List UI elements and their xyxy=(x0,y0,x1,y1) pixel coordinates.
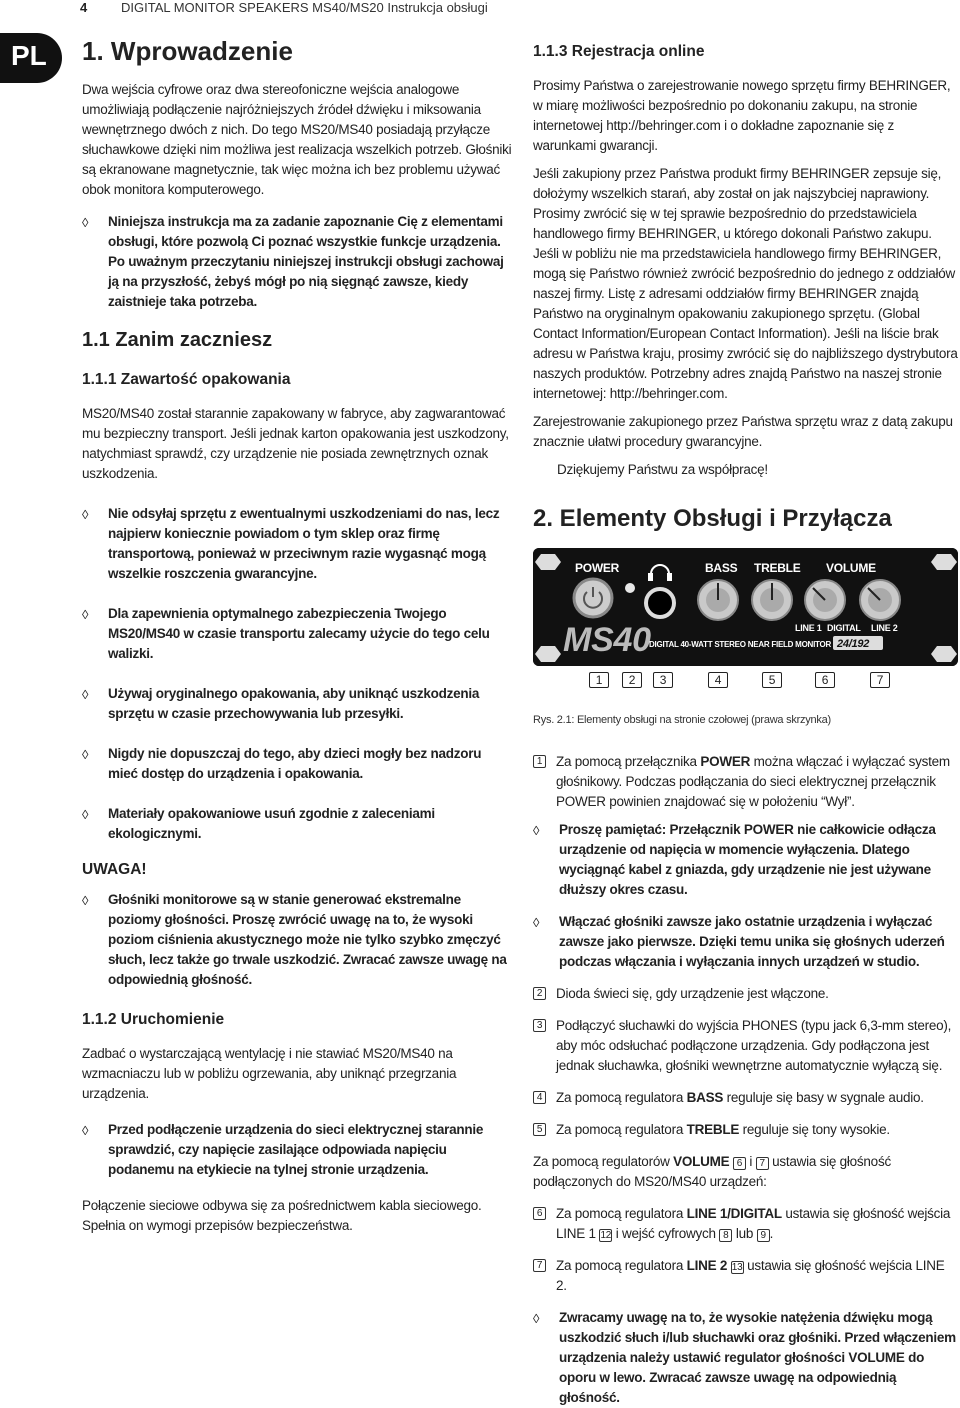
diamond-icon: ◊ xyxy=(533,915,540,930)
front-panel-illustration xyxy=(533,548,958,666)
treble-label: TREBLE xyxy=(754,561,801,575)
intro-note-a: Niniejsza instrukcja ma za zadanie zapoznanie Cię z elementami obsługi, które pozwolą Ci poznać wszystkie funkcje urządzenia. xyxy=(108,214,503,249)
item-1-note-1: ◊ Proszę pamiętać: Przełącznik POWER nie całkowicie odłącza urządzenie od napięcia w momencie wyłączenia. Dlatego wyciągnąć kabel z gniazda, gdy urządzenie nie jest używane dłuższy okres czasu. xyxy=(533,822,936,897)
bass-label: BASS xyxy=(705,561,738,575)
callout-row xyxy=(533,666,958,694)
registration-paragraph-2: Jeśli zakupiony przez Państwa produkt firmy BEHRINGER zepsuje się, dołożymy wszelkich starań, aby został on jak najszybciej naprawiony. Prosimy zwrócić się w tej sprawie bezpośrednio do przedstawiciela handlowego firmy BEHRINGER, u którego dokonali Państwo zakupu. Jeśli w pobliżu nie ma przedstawiciela handlowego firmy BEHRINGER, mogą się Państwo również zwrócić bezpośrednio do jednego z oddziałów naszej firmy. Listę z adresami oddziałów firmy BEHRINGER znajdą Państwo na oryginalnym opakowaniu zakupionego sprzętu. (Global Contact Information/European Contact Information). Jeśli na liście brak adresu w Państwa kraju, prosimy zwrócić się do najbliższego dystrybutora naszych produktów. Potrzebny adres znajdą Państwo na naszej stronie internetowej: http://behringer.com. xyxy=(533,166,958,401)
warning-heading: UWAGA! xyxy=(82,861,147,878)
volume-label: VOLUME xyxy=(826,561,876,575)
item-4: 4 Za pomocą regulatora BASS reguluje się basy w sygnale audio. xyxy=(533,1088,958,1108)
figure-caption: Rys. 2.1: Elementy obsługi na stronie czołowej (prawa skrzynka) xyxy=(533,714,831,726)
phones-jack xyxy=(646,589,674,617)
item-1: 1 Za pomocą przełącznika POWER można włączać i wyłączać system głośnikowy. Podczas podłączania do sieci elektrycznej przełącznik POWER powinien znajdować się w położeniu “Wył”. xyxy=(533,752,958,812)
line2-label: LINE 2 xyxy=(871,623,898,633)
startup-paragraph-2: Połączenie sieciowe odbywa się za pośrednictwem kabla sieciowego. Spełnia on wymogi przepisów bezpieczeństwa. xyxy=(82,1198,482,1233)
diamond-icon: ◊ xyxy=(82,507,89,522)
callout-6: 6 xyxy=(815,672,835,688)
section-1-1-1-heading: 1.1.1 Zawartość opakowania xyxy=(82,371,291,388)
section-1-1-2-heading: 1.1.2 Uruchomienie xyxy=(82,1011,225,1028)
diamond-icon: ◊ xyxy=(82,893,89,908)
callout-2: 2 xyxy=(622,672,642,688)
section-1-1-heading: 1.1 Zanim zaczniesz xyxy=(82,329,273,351)
packaging-bullet: ◊ Dla zapewnienia optymalnego zabezpieczenia Twojego MS20/MS40 w czasie transportu zalecamy użycie do tego celu walizki. xyxy=(82,606,490,661)
registration-paragraph-1: Prosimy Państwa o zarejestrowanie nowego sprzętu firmy BEHRINGER, w miarę możliwości bezpośrednio po dokonaniu zakupu, na stronie internetowej http://behringer.com i o dokładne zapoznanie się z warunkami gwarancji. xyxy=(533,78,951,153)
volume-intro: Za pomocą regulatorów VOLUME 6 i 7 ustawia się głośność podłączonych do MS20/MS40 urządzeń: xyxy=(533,1154,891,1189)
intro-note xyxy=(82,212,512,312)
right-column xyxy=(533,42,958,1408)
model-text: DIGITAL 40-WATT STEREO NEAR FIELD MONITOR xyxy=(649,640,832,649)
section-1-heading: 1. Wprowadzenie xyxy=(82,36,293,66)
volume-knob-line2 xyxy=(860,580,900,620)
final-warning-bullet: ◊ Zwracamy uwagę na to, że wysokie natężenia dźwięku mogą uszkodzić słuch i/lub słuchawki oraz głośniki. Przed włączeniem urządzenia należy ustawić regulator głośności VOLUME do oporu w lewo. Zwracać zawsze uwagę na odpowiednią głośność. xyxy=(533,1310,956,1405)
registration-paragraph-3: Zarejestrowanie zakupionego przez Państwa sprzętu wraz z datą zakupu znacznie ułatwi procedury gwarancyjne. xyxy=(533,414,953,449)
packaging-bullet: ◊ Nigdy nie dopuszczaj do tego, aby dzieci mogły bez nadzoru mieć dostęp do urządzenia i opakowania. xyxy=(82,746,482,781)
diamond-icon: ◊ xyxy=(82,1123,89,1138)
item-6: 6 Za pomocą regulatora LINE 1/DIGITAL ustawia się głośność wejścia LINE 1 12 i wejść cyfrowych 8 lub 9 . xyxy=(533,1204,958,1244)
ms40-logo: MS40 xyxy=(563,621,651,659)
packaging-paragraph: MS20/MS40 został starannie zapakowany w fabryce, aby zagwarantować mu bezpieczny transport. Jeśli jednak karton opakowania jest uszkodzony, natychmiast sprawdź, czy urządzenie nie posiada zewnętrznych oznak uszkodzenia. xyxy=(82,406,509,481)
item-2: 2 Dioda świeci się, gdy urządzenie jest włączone. xyxy=(533,984,958,1004)
section-2-heading: 2. Elementy Obsługi i Przyłącza xyxy=(533,505,892,532)
volume-knob-line1 xyxy=(805,580,845,620)
diamond-icon: ◊ xyxy=(533,823,540,838)
line1-label: LINE 1 xyxy=(795,623,822,633)
intro-paragraph: Dwa wejścia cyfrowe oraz dwa stereofoniczne wejścia analogowe umożliwiają podłączenie najróżniejszych źródeł dźwięku i miksowania wewnętrznego dwóch z nich. Do tego MS20/MS40 posiadają przyłącze słuchawkowe dzięki nim możliwa jest realizacja wszelkich potrzeb. Głośniki są ekranowane magnetycznie, tak więc można ich bez problemu używać obok monitora komputerowego. xyxy=(82,82,512,197)
callout-1: 1 xyxy=(589,672,609,688)
bass-knob xyxy=(698,580,738,620)
diamond-icon: ◊ xyxy=(82,215,89,230)
spec-badge: 24/192 xyxy=(837,638,870,650)
startup-bullet: ◊ Przed podłączenie urządzenia do sieci elektrycznej starannie sprawdzić, czy napięcie zasilające odpowiada napięciu podanemu na etykiecie na tylnej stronie urządzenia. xyxy=(82,1122,484,1177)
section-1-1-3-heading: 1.1.3 Rejestracja online xyxy=(533,43,705,60)
diamond-icon: ◊ xyxy=(533,1311,540,1326)
callout-5: 5 xyxy=(762,672,782,688)
digital-label: DIGITAL xyxy=(827,623,861,633)
diamond-icon: ◊ xyxy=(82,807,89,822)
power-label: POWER xyxy=(575,561,620,575)
item-7: 7 Za pomocą regulatora LINE 2 13 ustawia się głośność wejścia LINE 2. xyxy=(533,1256,958,1296)
intro-note-b: Po uważnym przeczytaniu niniejszej instrukcji obsługi zachowaj ją na przyszłość, żebyś mógł po nią sięgnąć zawsze, kiedy zaistnieje taka potrzeba. xyxy=(108,254,504,309)
item-3: 3 Podłączyć słuchawki do wyjścia PHONES (typu jack 6,3-mm stereo), aby móc odsłuchać podłączone urządzenia. Gdy podłączona jest jednak słuchawka, głośniki wewnętrzne automatycznie wyłączą się. xyxy=(533,1016,958,1076)
page-number: 4 xyxy=(80,0,88,15)
language-tab: PL xyxy=(0,33,62,83)
packaging-bullet: ◊ Używaj oryginalnego opakowania, aby uniknąć uszkodzenia sprzętu w czasie przechowywania lub przesyłki. xyxy=(82,686,480,721)
packaging-bullet: ◊ Materiały opakowaniowe usuń zgodnie z zaleceniami ekologicznymi. xyxy=(82,806,435,841)
front-panel-drawing xyxy=(533,548,958,666)
header-title: DIGITAL MONITOR SPEAKERS MS40/MS20 Instrukcja obsługi xyxy=(121,0,488,15)
diamond-icon: ◊ xyxy=(82,607,89,622)
diamond-icon: ◊ xyxy=(82,687,89,702)
treble-knob xyxy=(752,580,792,620)
page-header xyxy=(0,0,960,16)
callout-7: 7 xyxy=(870,672,890,688)
diamond-icon: ◊ xyxy=(82,747,89,762)
power-switch xyxy=(574,579,612,617)
left-column xyxy=(82,36,512,1236)
packaging-bullet: ◊ Nie odsyłaj sprzętu z ewentualnymi uszkodzeniami do nas, lecz najpierw koniecznie powiadom o tym sklep oraz firmę transportową, ponieważ w przeciwnym razie wygasnąć mogą wszelkie roszczenia gwarancyjne. xyxy=(82,506,500,581)
callout-3: 3 xyxy=(653,672,673,688)
callout-4: 4 xyxy=(708,672,728,688)
item-1-note-2: ◊ Włączać głośniki zawsze jako ostatnie urządzenia i wyłączać zawsze jako pierwsze. Dzięki temu unika się głośnych uderzeń podczas włączania i wyłączania innych urządzeń w studio. xyxy=(533,914,945,969)
startup-paragraph: Zadbać o wystarczającą wentylację i nie stawiać MS20/MS40 na wzmacniaczu lub w pobliżu ogrzewania, aby uniknąć przegrzania urządzenia. xyxy=(82,1046,457,1101)
item-5: 5 Za pomocą regulatora TREBLE reguluje się tony wysokie. xyxy=(533,1120,958,1140)
warning-bullet: ◊ Głośniki monitorowe są w stanie generować ekstremalne poziomy głośności. Proszę zwrócić uwagę na to, że wysoki poziom ciśnienia akustycznego może nie tylko szybko zmęczyć słuch, lecz także go trwale uszkodzić. Zwracać zawsze uwagę na odpowiednią głośność. xyxy=(82,892,507,987)
thanks-line: Dziękujemy Państwu za współpracę! xyxy=(557,462,768,477)
power-led xyxy=(625,583,635,593)
